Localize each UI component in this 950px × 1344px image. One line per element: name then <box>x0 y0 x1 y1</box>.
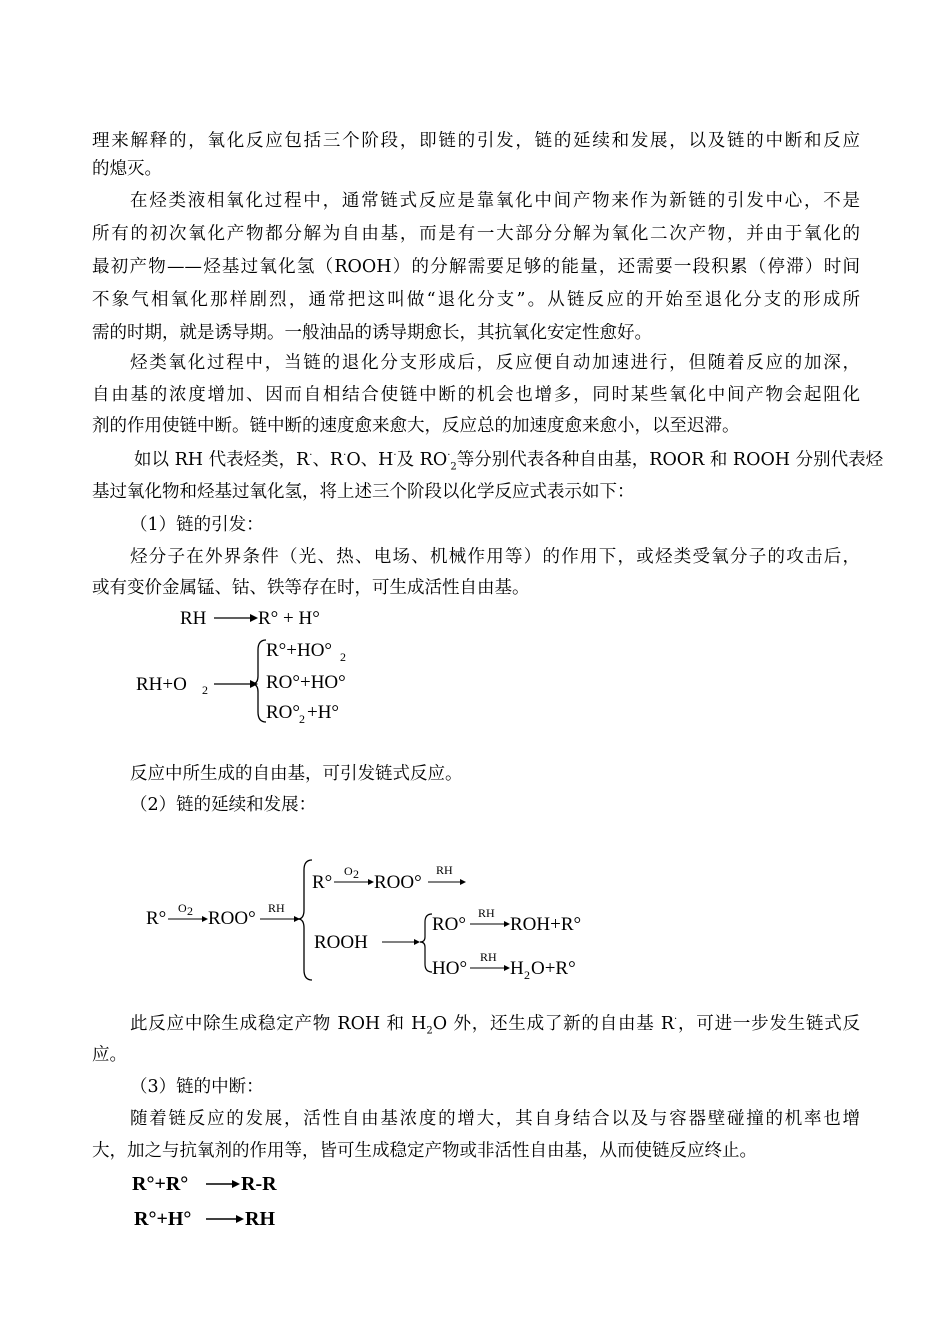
eq2-r3-sub: 2 <box>299 712 305 726</box>
paragraph-line: 的熄灭。 <box>92 159 162 179</box>
branch-rh: RH <box>436 863 453 877</box>
section-title: （2）链的延续和发展： <box>130 795 317 815</box>
text-run: 等分别代表各种自由基，ROOR 和 ROOH 分别代表烃 <box>456 450 884 470</box>
term1-rhs: R-R <box>241 1173 277 1195</box>
branch-ho: HO° <box>432 958 468 979</box>
paragraph-line: 随着链反应的发展，活性自由基浓度的增大，其自身结合以及与容器壁碰撞的机率也增 <box>130 1109 860 1129</box>
text-run: ，可进一步发生链式反 <box>677 1014 861 1034</box>
radical-dot: · <box>674 1014 678 1026</box>
branch-ho-prod-a: H <box>510 958 524 979</box>
branch-ro-rh: RH <box>478 906 495 920</box>
section-title: （3）链的中断： <box>130 1077 264 1097</box>
paragraph-line: 基过氧化物和烃基过氧化氢，将上述三个阶段以化学反应式表示如下： <box>92 482 635 502</box>
text-run: 、R <box>312 450 344 470</box>
paragraph-line: 不象气相氧化那样剧烈，通常把这叫做“退化分支”。从链反应的开始至退化分支的形成所 <box>92 290 860 310</box>
term2-rhs: RH <box>245 1208 275 1230</box>
chain-o2: O <box>178 901 187 915</box>
text-run: O、H <box>346 450 394 470</box>
branch-ho-prod-b: O+R° <box>531 958 576 979</box>
eq2-lhs-sub: 2 <box>202 683 208 697</box>
branch-o2-sub: 2 <box>353 867 359 881</box>
chain-roo: ROO° <box>208 908 256 929</box>
term2-lhs: R°+H° <box>134 1208 192 1230</box>
branch-roo: ROO° <box>374 872 422 893</box>
branch-rooh: ROOH <box>314 932 368 953</box>
text-run: O 外，还生成了新的自由基 R <box>432 1014 675 1034</box>
eq1-lhs: RH <box>180 608 207 629</box>
paragraph-line: 理来解释的，氧化反应包括三个阶段，即链的引发，链的延续和发展，以及链的中断和反应 <box>92 131 860 151</box>
subscript: 2 <box>450 461 457 473</box>
branch-ho-rh: RH <box>480 950 497 964</box>
text-run: 及 RO <box>396 450 448 470</box>
section-title: （1）链的引发： <box>130 515 264 535</box>
chain-o2-sub: 2 <box>187 904 193 918</box>
paragraph-line: 大，加之与抗氧剂的作用等，皆可生成稳定产物或非活性自由基，从而使链反应终止。 <box>92 1141 757 1161</box>
paragraph-line: 在烃类液相氧化过程中，通常链式反应是靠氧化中间产物来作为新链的引发中心，不是 <box>130 191 860 211</box>
branch-r: R° <box>312 872 333 893</box>
eq2-r3-tail: +H° <box>307 702 340 723</box>
arrow-head <box>232 1180 240 1188</box>
paragraph-line: 自由基的浓度增加、因而自相结合使链中断的机会也增多，同时某些氧化中间产物会起阻化 <box>92 385 860 405</box>
subscript: 2 <box>426 1025 433 1037</box>
eq2-r2: RO°+HO° <box>266 672 346 693</box>
eq2-r1-sub: 2 <box>340 650 346 664</box>
arrow-head <box>236 1215 244 1223</box>
paragraph-line: 反应中所生成的自由基，可引发链式反应。 <box>130 764 463 784</box>
paragraph-line: 需的时期，就是诱导期。一般油品的诱导期愈长，其抗氧化安定性愈好。 <box>92 323 652 343</box>
branch-ro-prod: ROH+R° <box>510 914 582 935</box>
eq2-lhs: RH+O <box>136 674 187 695</box>
paragraph-line: 烃类氧化过程中，当链的退化分支形成后，反应便自动加速进行，但随着反应的加深， <box>130 353 860 373</box>
chain-r: R° <box>146 908 167 929</box>
branch-ro: RO° <box>432 914 466 935</box>
paragraph-line: 所有的初次氧化产物都分解为自由基，而是有一大部分分解为氧化二次产物，并由于氧化的 <box>92 224 860 244</box>
radical-dot: · <box>309 450 313 462</box>
paragraph-line: 最初产物——烃基过氧化氢（ROOH）的分解需要足够的能量，还需要一段积累（停滞）时间 <box>92 257 860 277</box>
paragraph-line: 或有变价金属锰、钴、铁等存在时，可生成活性自由基。 <box>92 578 530 598</box>
radical-dot: · <box>343 450 347 462</box>
term1-lhs: R°+R° <box>132 1173 189 1195</box>
radical-dot: · <box>393 450 397 462</box>
paragraph-line: 剂的作用使链中断。链中断的速度愈来愈大，反应总的加速度愈来愈小，以至迟滞。 <box>92 416 740 436</box>
paragraph-line: 应。 <box>92 1045 127 1065</box>
text-run: 此反应中除生成稳定产物 ROH 和 H <box>130 1014 427 1034</box>
radical-dot: · <box>447 450 451 462</box>
text-run: 如以 RH 代表烃类，R <box>134 450 310 470</box>
chain-rh: RH <box>268 901 285 915</box>
eq1-rhs: R° + H° <box>258 608 320 629</box>
eq2-r1: R°+HO° <box>266 640 333 661</box>
eq2-r3: RO° <box>266 702 300 723</box>
paragraph-line: 烃分子在外界条件（光、热、电场、机械作用等）的作用下，或烃类受氧分子的攻击后， <box>130 547 860 567</box>
branch-o2: O <box>344 864 353 878</box>
branch-ho-prod-sub: 2 <box>524 968 530 982</box>
